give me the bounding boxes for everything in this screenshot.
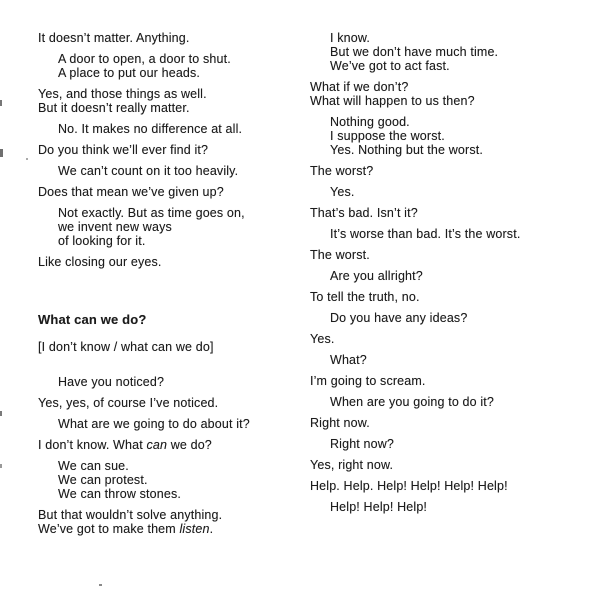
dialogue-line: Yes, yes, of course I’ve noticed.: [38, 396, 219, 410]
dialogue-paragraph: [310, 311, 592, 325]
scan-artifact: [99, 584, 102, 586]
dialogue-paragraph: [310, 479, 592, 493]
line-segment: We’ve got to make them: [38, 522, 180, 536]
italic-word: listen: [179, 522, 210, 536]
dialogue-line: Do you think we’ll ever find it?: [38, 143, 209, 157]
scan-artifact: [0, 100, 2, 106]
dialogue-line: [I don’t know / what can we do]: [38, 340, 214, 354]
dialogue-line: But we don’t have much time.: [330, 45, 499, 59]
dialogue-line: To tell the truth, no.: [310, 290, 420, 304]
dialogue-line: It doesn’t matter. Anything.: [38, 31, 190, 45]
dialogue-paragraph: [310, 416, 592, 430]
scan-artifact: [0, 149, 3, 157]
dialogue-line: We can sue.: [58, 459, 129, 473]
dialogue-line: Not exactly. But as time goes on,: [58, 206, 245, 220]
dialogue-paragraph: [38, 206, 300, 248]
dialogue-line: Help! Help! Help!: [330, 500, 428, 514]
dialogue-line: A door to open, a door to shut.: [58, 52, 231, 66]
dialogue-line: [38, 438, 300, 452]
dialogue-line: Do you have any ideas?: [330, 311, 468, 325]
dialogue-paragraph: [38, 185, 300, 199]
dialogue-paragraph: [310, 269, 592, 283]
dialogue-line: No. It makes no difference at all.: [58, 122, 243, 136]
scan-artifact: [0, 464, 2, 468]
dialogue-line: We’ve got to act fast.: [330, 59, 450, 73]
dialogue-paragraph: [38, 508, 300, 536]
dialogue-line: We can protest.: [58, 473, 148, 487]
dialogue-paragraph: [38, 143, 300, 157]
dialogue-line: I know.: [330, 31, 370, 45]
dialogue-line: I’m going to scream.: [310, 374, 426, 388]
dialogue-line: Have you noticed?: [58, 375, 165, 389]
dialogue-line: It’s worse than bad. It’s the worst.: [330, 227, 521, 241]
dialogue-paragraph: [38, 164, 300, 178]
line-segment: I don’t know. What: [38, 438, 147, 452]
dialogue-line: What if we don’t?: [310, 80, 409, 94]
dialogue-line: of looking for it.: [58, 234, 146, 248]
dialogue-line: That’s bad. Isn’t it?: [310, 206, 418, 220]
dialogue-line: we invent new ways: [58, 220, 172, 234]
dialogue-line: But it doesn’t really matter.: [38, 101, 190, 115]
dialogue-line: What are we going to do about it?: [58, 417, 250, 431]
scan-artifact: [0, 411, 2, 416]
dialogue-line: The worst.: [310, 248, 370, 262]
bracketed-note: [38, 340, 300, 354]
dialogue-paragraph: [310, 437, 592, 451]
line-segment: .: [209, 522, 214, 536]
dialogue-line: Yes.: [310, 332, 335, 346]
dialogue-paragraph: [38, 87, 300, 115]
dialogue-paragraph: [310, 248, 592, 262]
dialogue-paragraph: [310, 395, 592, 409]
dialogue-paragraph: [38, 31, 300, 45]
dialogue-line: Are you allright?: [330, 269, 423, 283]
dialogue-line: Right now.: [310, 416, 370, 430]
dialogue-line: We can’t count on it too heavily.: [58, 164, 239, 178]
section-heading: [38, 313, 300, 327]
line-segment: we do?: [167, 438, 212, 452]
dialogue-paragraph: [310, 500, 592, 514]
dialogue-line: Yes.: [330, 185, 355, 199]
dialogue-line: [38, 522, 300, 536]
dialogue-line: A place to put our heads.: [58, 66, 201, 80]
dialogue-paragraph: [38, 396, 300, 410]
dialogue-line: I suppose the worst.: [330, 129, 445, 143]
dialogue-paragraph: [38, 122, 300, 136]
dialogue-line: When are you going to do it?: [330, 395, 495, 409]
dialogue-line: Right now?: [330, 437, 395, 451]
dialogue-line: The worst?: [310, 164, 374, 178]
dialogue-paragraph: [38, 438, 300, 452]
dialogue-paragraph: [38, 459, 300, 501]
dialogue-paragraph: [310, 80, 592, 108]
dialogue-line: Yes. Nothing but the worst.: [330, 143, 483, 157]
dialogue-paragraph: [310, 353, 592, 367]
dialogue-line: We can throw stones.: [58, 487, 181, 501]
dialogue-paragraph: [310, 164, 592, 178]
dialogue-line: What will happen to us then?: [310, 94, 475, 108]
dialogue-paragraph: [310, 290, 592, 304]
scan-artifact: [26, 158, 28, 160]
dialogue-line: But that wouldn’t solve anything.: [38, 508, 223, 522]
dialogue-paragraph: [310, 332, 592, 346]
dialogue-paragraph: [38, 52, 300, 80]
dialogue-line: Help. Help. Help! Help! Help! Help!: [310, 479, 508, 493]
dialogue-line: Like closing our eyes.: [38, 255, 162, 269]
right-column: [310, 31, 592, 521]
dialogue-line: Yes, right now.: [310, 458, 394, 472]
dialogue-paragraph: [38, 375, 300, 389]
dialogue-paragraph: [310, 115, 592, 157]
dialogue-paragraph: [310, 31, 592, 73]
left-column: [38, 31, 300, 543]
dialogue-line: Does that mean we’ve given up?: [38, 185, 224, 199]
dialogue-paragraph: [310, 227, 592, 241]
dialogue-paragraph: [38, 255, 300, 269]
dialogue-paragraph: [310, 374, 592, 388]
heading-line: What can we do?: [38, 312, 147, 327]
dialogue-paragraph: [310, 206, 592, 220]
dialogue-paragraph: [38, 417, 300, 431]
dialogue-paragraph: [310, 185, 592, 199]
dialogue-line: Yes, and those things as well.: [38, 87, 207, 101]
italic-word: can: [146, 438, 168, 452]
dialogue-paragraph: [310, 458, 592, 472]
dialogue-line: What?: [330, 353, 367, 367]
dialogue-line: Nothing good.: [330, 115, 410, 129]
